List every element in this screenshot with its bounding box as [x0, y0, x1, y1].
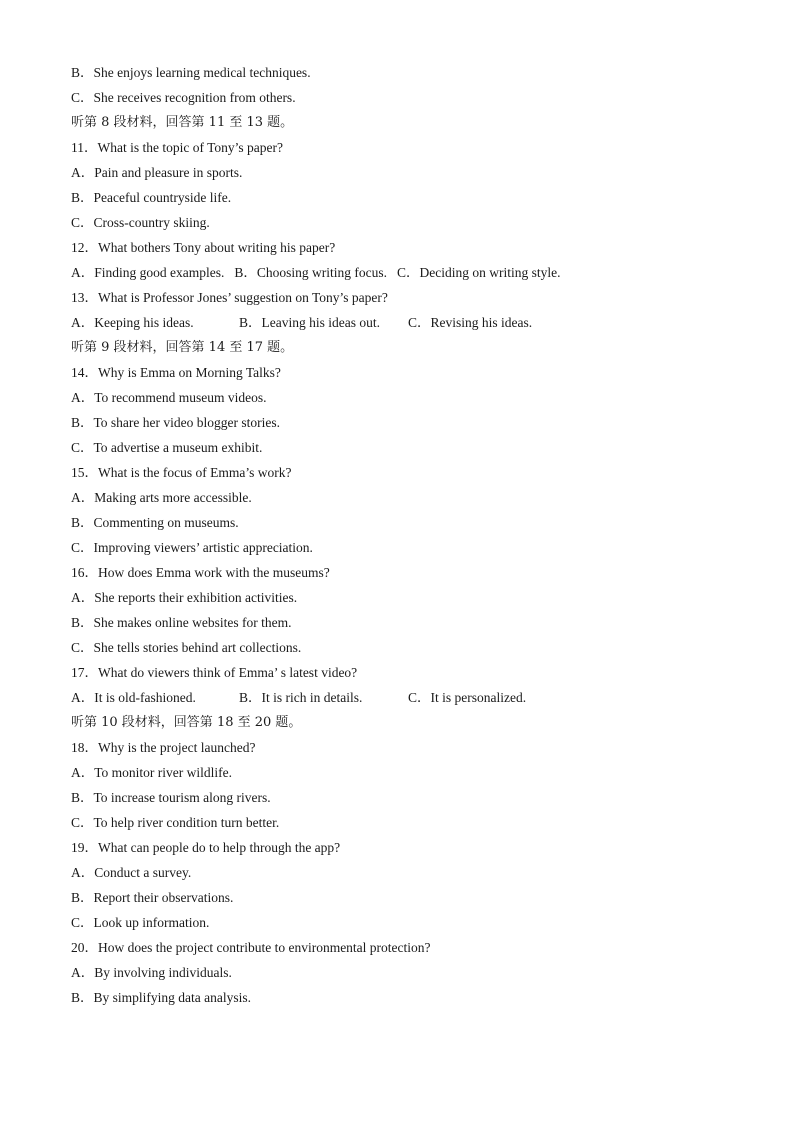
answer-option: B．Peaceful countryside life. — [71, 190, 232, 205]
answer-option: A．Conduct a survey. — [71, 865, 192, 880]
answer-option: C．She receives recognition from others. — [71, 90, 296, 105]
answer-option: C．To help river condition turn better. — [71, 815, 280, 830]
answer-option: B．Leaving his ideas out. — [239, 315, 380, 330]
answer-option: B．She makes online websites for them. — [71, 615, 292, 630]
answer-option: B．By simplifying data analysis. — [71, 990, 251, 1005]
answer-option: C．Cross-country skiing. — [71, 215, 210, 230]
answer-option: B．To share her video blogger stories. — [71, 415, 281, 430]
answer-options-row — [71, 687, 731, 712]
question-text: 19．What can people do to help through the app? — [71, 840, 341, 855]
question-text: 18．Why is the project launched? — [71, 740, 256, 755]
question-text: 13．What is Professor Jones’ suggestion on Tony’s paper? — [71, 290, 388, 305]
answer-options-row — [71, 312, 731, 337]
question-list — [71, 62, 731, 1012]
question-text: 15．What is the focus of Emma’s work? — [71, 465, 292, 480]
answer-option: A．By involving individuals. — [71, 965, 232, 980]
question-text: 17．What do viewers think of Emma’ s latest video? — [71, 665, 358, 680]
question-text: 12．What bothers Tony about writing his paper? — [71, 240, 336, 255]
answer-option: C．To advertise a museum exhibit. — [71, 440, 263, 455]
answer-option: C．Improving viewers’ artistic appreciation. — [71, 540, 313, 555]
answer-option: A．To recommend museum videos. — [71, 390, 267, 405]
answer-option: C．She tells stories behind art collections. — [71, 640, 302, 655]
answer-option: A．She reports their exhibition activities. — [71, 590, 298, 605]
answer-option: A．Pain and pleasure in sports. — [71, 165, 243, 180]
answer-option: C．Revising his ideas. — [408, 315, 533, 330]
question-text: 20．How does the project contribute to environmental protection? — [71, 940, 431, 955]
answer-options-row — [71, 262, 731, 287]
answer-option: B．It is rich in details. — [239, 690, 363, 705]
question-text: 14．Why is Emma on Morning Talks? — [71, 365, 281, 380]
answer-option: B．Commenting on museums. — [71, 515, 239, 530]
answer-option: C．It is personalized. — [408, 690, 527, 705]
question-text: 11．What is the topic of Tony’s paper? — [71, 140, 284, 155]
answer-option: B．Choosing writing focus. — [234, 265, 388, 280]
section-heading: 听第 9 段材料，回答第 14 至 17 题。 — [71, 340, 294, 355]
answer-option: A．Finding good examples. — [71, 265, 225, 280]
answer-option: B．Report their observations. — [71, 890, 234, 905]
answer-option: B．To increase tourism along rivers. — [71, 790, 271, 805]
answer-option: B．She enjoys learning medical techniques. — [71, 65, 311, 80]
answer-option: A．Making arts more accessible. — [71, 490, 252, 505]
answer-option: A．It is old-fashioned. — [71, 690, 196, 705]
answer-option: C．Look up information. — [71, 915, 210, 930]
answer-option: C．Deciding on writing style. — [397, 265, 561, 280]
section-heading: 听第 10 段材料，回答第 18 至 20 题。 — [71, 715, 302, 730]
section-heading: 听第 8 段材料，回答第 11 至 13 题。 — [71, 115, 294, 130]
answer-option: A．Keeping his ideas. — [71, 315, 194, 330]
question-text: 16．How does Emma work with the museums? — [71, 565, 330, 580]
answer-option: A．To monitor river wildlife. — [71, 765, 233, 780]
